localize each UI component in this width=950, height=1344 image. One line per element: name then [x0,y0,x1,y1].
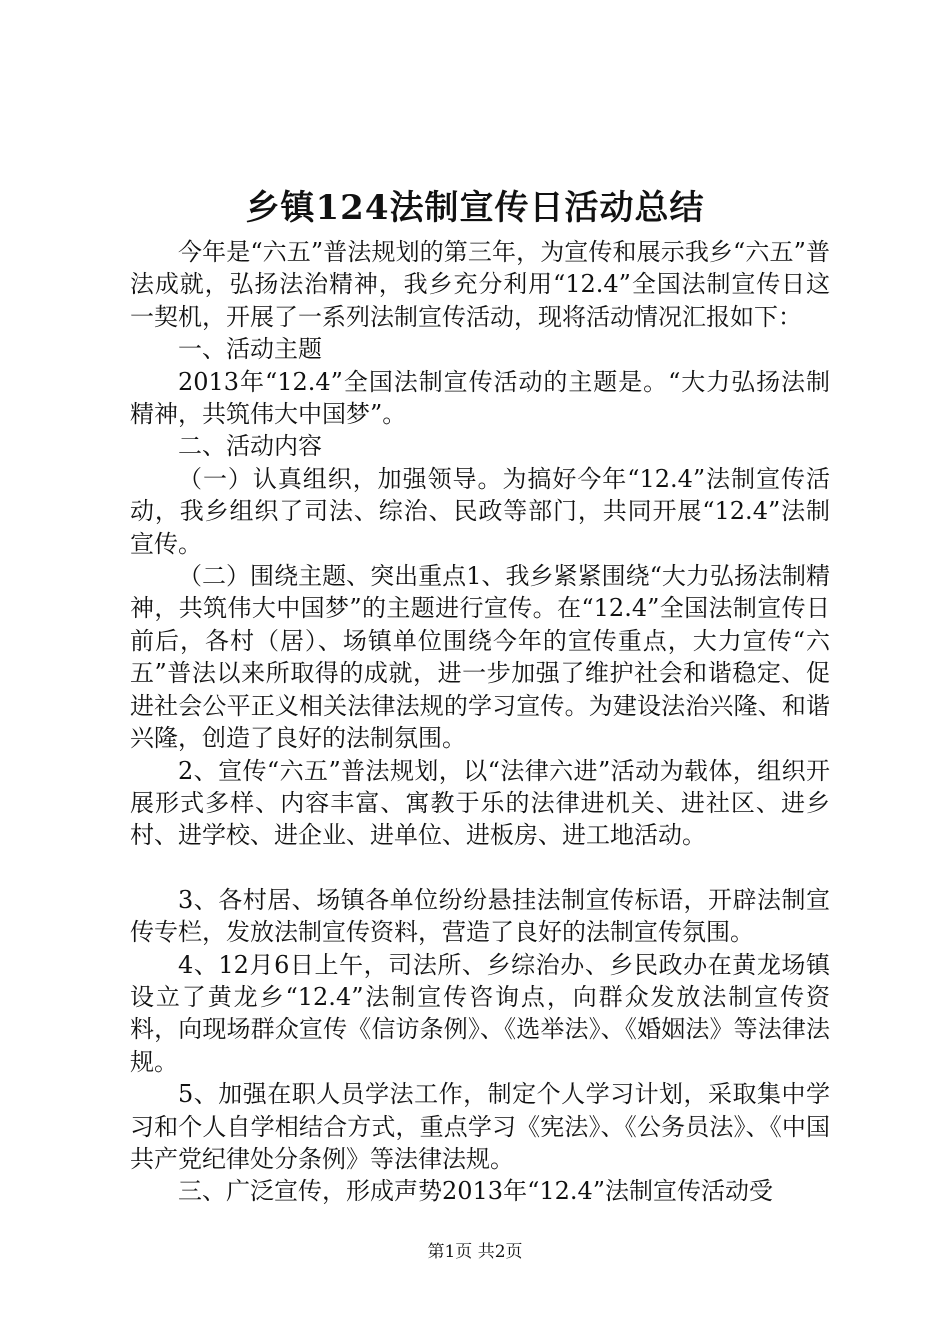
paragraph-item-4: 4、12月6日上午，司法所、乡综治办、乡民政办在黄龙场镇设立了黄龙乡“12.4”法制宣传咨询点，向群众发放法制宣传资料，向现场群众宣传《信访条例》、《选举法》、《婚姻法》等法律法规。 [130,950,830,1076]
paragraph-organization: （一）认真组织，加强领导。为搞好今年“12.4”法制宣传活动，我乡组织了司法、综治、民政等部门，共同开展“12.4”法制宣传。 [130,464,830,558]
document-title: 乡镇124法制宣传日活动总结 [245,188,705,228]
heading-activity-content: 二、活动内容 [178,432,322,461]
paragraph-intro: 今年是“六五”普法规划的第三年，为宣传和展示我乡“六五”普法成就，弘扬法治精神，我乡充分利用“12.4”全国法制宣传日这一契机，开展了一系列法制宣传活动，现将活动情况汇报如下： [130,238,830,331]
paragraph-theme: 2013年“12.4”全国法制宣传活动的主题是。“大力弘扬法制精神，共筑伟大中国梦”。 [130,367,830,429]
page-number-footer: 第1页 共2页 [427,1242,523,1262]
paragraph-item-2: 2、宣传“六五”普法规划，以“法律六进”活动为载体，组织开展形式多样、内容丰富、寓教于乐的法律进机关、进社区、进乡村、进学校、进企业、进单位、进板房、进工地活动。 [130,756,830,850]
document-body [130,236,830,1208]
heading-activity-theme: 一、活动主题 [178,335,322,364]
paragraph-item-5: 5、加强在职人员学法工作，制定个人学习计划，采取集中学习和个人自学相结合方式，重点学习《宪法》、《公务员法》、《中国共产党纪律处分条例》等法律法规。 [130,1080,830,1173]
paragraph-item-3: 3、各村居、场镇各单位纷纷悬挂法制宣传标语，开辟法制宣传专栏，发放法制宣传资料，营造了良好的法制宣传氛围。 [130,885,830,947]
paragraph-focus: （二）围绕主题、突出重点1、我乡紧紧围绕“大力弘扬法制精神，共筑伟大中国梦”的主题进行宣传。在“12.4”全国法制宣传日前后，各村（居）、场镇单位围绕今年的宣传重点，大力宣传“六五”普法以来所取得的成就，进一步加强了维护社会和谐稳定、促进社会公平正义相关法律法规的学习宣传。为建设法治兴隆、和谐兴隆，创造了良好的法制氛围。 [130,562,830,753]
heading-publicity: 三、广泛宣传，形成声势2013年“12.4”法制宣传活动受 [178,1177,774,1206]
